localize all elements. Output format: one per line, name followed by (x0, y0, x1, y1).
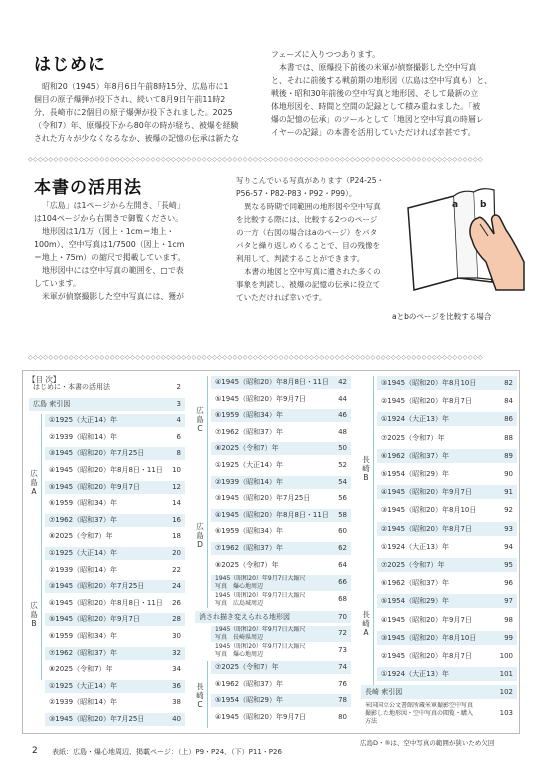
illustration-caption: aとbのページを比較する場合 (392, 312, 492, 321)
usage-line: 「広島」は1ページから左開き、「長崎」 (42, 201, 185, 210)
toc-entry-page: 95 (504, 561, 513, 569)
toc-entry-label: 撮影した地形図・空中写真の閲覧・購入 (365, 710, 474, 718)
toc-entry-page: 90 (504, 470, 513, 478)
toc-entry-page: 58 (338, 510, 347, 519)
toc-entry-label: ⑤1945（昭和20）年9月7日 (49, 482, 140, 491)
toc-column-2 (195, 376, 355, 731)
toc-entry-page: 64 (338, 560, 347, 569)
toc-entry[interactable] (211, 559, 351, 572)
usage-line: しています。 (34, 279, 81, 288)
toc-entry[interactable] (211, 542, 351, 555)
toc-entry-label: ②1939（昭和14）年 (49, 698, 117, 707)
usage-line: P56-57・P82-P83・P92・P99）。 (236, 189, 357, 198)
toc-entry-label: ⑦1962（昭和37）年 (215, 544, 283, 552)
toc-entry[interactable] (45, 547, 185, 560)
toc-group-bracket (207, 376, 208, 459)
toc-entry[interactable] (45, 414, 185, 427)
toc-entry[interactable] (45, 580, 185, 593)
toc-group-bracket (373, 558, 374, 685)
toc-entry-label: ②1945（昭和20）年8月7日 (381, 397, 472, 406)
toc-entry[interactable] (377, 485, 517, 499)
toc-entry-page: 62 (338, 544, 347, 552)
toc-title: 【目 次】 (28, 375, 61, 384)
toc-entry-label: ④1945（昭和20）年8月8日・11日 (49, 466, 163, 474)
toc-entry-label: ⑥1962（昭和37）年 (381, 579, 449, 588)
toc-entry-page: 30 (172, 632, 181, 640)
toc-entry-page: 16 (172, 515, 181, 524)
toc-entry-page: 28 (172, 615, 181, 624)
toc-entry[interactable] (45, 597, 185, 610)
usage-line: ＝地上・75m）の縮尺で掲載しています。 (34, 253, 186, 262)
toc-entry-page: 96 (504, 579, 513, 588)
toc-entry[interactable] (45, 613, 185, 626)
toc-entry-label: ③1945（昭和20）年8月10日 (381, 506, 477, 515)
divider: ◇◇◇◇◇◇◇◇◇◇◇◇◇◇◇◇◇◇◇◇◇◇◇◇◇◇◇◇◇◇◇◇◇◇◇◇◇◇◇◇◇◇◇◇◇◇◇◇◇◇◇◇◇◇◇◇◇◇◇◇◇◇◇◇◇◇◇◇◇◇◇◇◇◇◇◇◇◇◇◇◇◇◇◇◇◇◇◇◇ (28, 157, 484, 163)
toc-entry-label: ⑧2025（令和7）年 (215, 560, 279, 569)
toc-entry-label: 1945（昭和20）年9月7日大縮尺 (215, 643, 306, 651)
book-hand-icon (396, 178, 526, 308)
usage-middle-text (236, 174, 386, 304)
toc-entry[interactable] (377, 522, 517, 536)
toc-entry-page: 78 (338, 696, 347, 705)
toc-entry-page: 60 (338, 527, 347, 536)
toc-entry-page: 12 (172, 482, 181, 491)
toc-entry[interactable] (377, 540, 517, 554)
toc-entry[interactable] (377, 613, 517, 627)
page-label-a: a (452, 200, 459, 210)
intro-line: イヤーの記録」の本書を活用していただければ幸甚です。 (271, 128, 476, 137)
toc-entry-page: 98 (504, 615, 513, 624)
toc-entry[interactable] (377, 503, 517, 517)
toc-entry-label: 写真 爆心地周辺 (215, 583, 264, 591)
toc-entry-label: ⑧2025（令和7）年 (49, 665, 113, 674)
toc-entry-label: ⑧2025（令和7）年 (49, 532, 113, 541)
intro-left-text (34, 80, 270, 145)
toc-entry[interactable] (211, 678, 351, 691)
toc-entry-page: 91 (504, 488, 513, 497)
toc-entry-label: 方法 (365, 718, 378, 726)
toc-entry[interactable] (377, 394, 517, 408)
toc-entry-label: ⑤1945（昭和20）年9月7日 (49, 615, 140, 624)
toc-entry-label: ⑦1962（昭和37）年 (215, 427, 283, 436)
toc-group-label: 広島B (30, 601, 38, 629)
toc-entry-page: 42 (338, 378, 347, 386)
toc-group-bracket (41, 547, 42, 680)
toc-entry-page: 92 (504, 506, 513, 515)
toc-entry-label: ⑥1962（昭和37）年 (381, 451, 449, 460)
intro-line: 体地形図を、時間と空間の記録として積み重ねました。「被 (271, 102, 481, 111)
table-of-contents (22, 370, 520, 734)
toc-entry-label: ②1939（昭和14）年 (49, 565, 117, 574)
toc-entry-label: 消され描き変えられる地形図 (199, 613, 290, 622)
toc-entry[interactable] (45, 464, 185, 477)
toc-group-bracket (373, 376, 374, 558)
toc-entry-page: 97 (504, 597, 513, 606)
toc-entry[interactable] (45, 630, 185, 643)
toc-entry-label: ⑦2025（令和7）年 (215, 663, 279, 672)
toc-entry-page: 22 (172, 565, 181, 574)
toc-entry[interactable] (45, 497, 185, 510)
page-label-b: b (480, 200, 487, 210)
toc-entry-label: ⑦2025（令和7）年 (381, 561, 445, 569)
toc-entry-label: ②1945（昭和20）年8月7日 (381, 652, 472, 660)
toc-entry[interactable] (377, 631, 517, 645)
toc-entry-page: 10 (172, 466, 181, 474)
toc-entry[interactable] (211, 376, 351, 389)
toc-note: 広島D・⑤は、空中写真の範囲が狭いため欠回 (360, 739, 495, 747)
toc-entry-label: 1945（昭和20）年9月7日大縮尺 (215, 575, 306, 583)
toc-entry-page: 100 (499, 652, 513, 660)
toc-entry[interactable] (211, 711, 351, 724)
toc-entry-label: ②1939（昭和14）年 (215, 477, 283, 486)
usage-line: 地形図中には空中写真の範囲を、□で表 (42, 266, 184, 275)
toc-group-label: 広島D (196, 521, 204, 549)
toc-entry-label: ⑤1945（昭和20）年9月7日 (215, 394, 306, 403)
toc-entry[interactable] (45, 564, 185, 577)
usage-line: 100m）、空中写真は1/7500（図上・1cm (34, 240, 185, 249)
toc-entry-label: ④1945（昭和20）年9月7日 (381, 488, 472, 497)
intro-line: （令和7）年、原爆投下から80年の時が経ち、被爆を経験 (34, 121, 239, 130)
toc-entry-page: 50 (338, 444, 347, 453)
intro-heading: はじめに (34, 55, 106, 75)
toc-entry[interactable] (29, 398, 185, 411)
intro-line: 戦後・昭和30年前後の空中写真と地形図、そして最新の立 (271, 89, 479, 98)
toc-entry-page: 34 (172, 665, 181, 674)
toc-entry[interactable] (45, 431, 185, 444)
toc-entry-page: 14 (172, 499, 181, 508)
toc-entry[interactable] (377, 667, 517, 681)
toc-entry-label: ①1925（大正14）年 (49, 681, 117, 690)
toc-entry-page: 32 (172, 648, 181, 657)
toc-entry-label: ③1945（昭和20）年8月10日 (381, 379, 477, 387)
toc-entry[interactable] (45, 680, 185, 693)
usage-line: の一方（右図の場合はaのページ）をパタ (236, 228, 378, 237)
toc-entry[interactable] (377, 449, 517, 463)
toc-entry-page: 88 (504, 433, 513, 442)
toc-entry-label: ①1924（大正13）年 (381, 670, 449, 679)
intro-line: と、それに前後する戦前期の地形図（広島は空中写真も）と、 (271, 76, 492, 85)
toc-column-3 (361, 376, 517, 732)
toc-entry-page: 76 (338, 679, 347, 688)
toc-entry[interactable] (377, 431, 517, 445)
toc-entry-page: 2 (176, 383, 181, 391)
toc-entry-page: 80 (338, 713, 347, 721)
toc-entry-page: 82 (504, 379, 513, 387)
toc-entry-page: 3 (176, 399, 181, 408)
toc-entry-page: 70 (338, 613, 347, 622)
toc-entry-page: 86 (504, 415, 513, 424)
toc-entry[interactable] (377, 576, 517, 590)
usage-line: パタと繰り返しめくることで、目の残像を (236, 241, 381, 250)
toc-entry-label: ⑤1954（昭和29）年 (381, 470, 449, 478)
toc-entry-label: はじめに・本書の活用法 (33, 383, 110, 391)
toc-entry[interactable] (45, 647, 185, 660)
toc-entry-label: ①1924（大正13）年 (381, 415, 449, 424)
toc-entry-photo[interactable] (211, 592, 351, 608)
usage-line: ていただければ幸いです。 (236, 293, 327, 302)
toc-entry-label: ⑤1954（昭和29）年 (215, 696, 283, 705)
toc-entry[interactable] (211, 476, 351, 489)
toc-group-bracket (207, 661, 208, 727)
toc-entry-label: 1945（昭和20）年9月7日大縮尺 (215, 626, 306, 634)
toc-entry-page: 24 (172, 582, 181, 591)
usage-line: 地形図は1/1万（図上・1cm＝地上・ (42, 227, 175, 236)
toc-entry[interactable] (45, 696, 185, 709)
usage-line: 写りこんでいる写真があります（P24-25・ (236, 176, 385, 185)
usage-line: 利用して、判読することができます。 (236, 254, 365, 263)
toc-entry[interactable] (377, 649, 517, 663)
toc-entry-page: 26 (172, 598, 181, 607)
toc-entry-page: 68 (338, 595, 347, 604)
toc-entry[interactable] (211, 426, 351, 439)
toc-entry-page: 52 (338, 461, 347, 469)
toc-entry[interactable] (45, 663, 185, 676)
toc-entry-label: 写真 爆心地周辺 (215, 651, 264, 659)
toc-group-bracket (207, 459, 208, 608)
toc-entry-page: 44 (338, 394, 347, 403)
toc-entry-page: 54 (338, 477, 347, 486)
intro-line: 爆の記憶の伝承」のツールとして「地図と空中写真の時層レ (271, 115, 484, 124)
toc-entry[interactable] (377, 467, 517, 481)
toc-entry[interactable] (377, 594, 517, 608)
toc-entry-label: ⑧2025（令和7）年 (215, 444, 279, 453)
toc-entry-label: ②1945（昭和20）年8月7日 (381, 524, 472, 533)
toc-entry-label: ④1945（昭和20）年9月7日 (215, 713, 306, 721)
toc-entry-page: 56 (338, 494, 347, 503)
toc-entry-label: 長崎 索引図 (365, 688, 403, 697)
usage-line: を比較する際には、比較する2つのページ (236, 215, 378, 224)
toc-entry-page: 46 (338, 411, 347, 420)
toc-column-1 (29, 381, 189, 731)
toc-entry-page: 102 (499, 688, 513, 697)
toc-entry-page: 40 (172, 715, 181, 723)
toc-group-label: 長崎A (362, 609, 370, 637)
toc-entry-label: ⑦2025（令和7）年 (381, 433, 445, 442)
toc-entry-label: ③1945（昭和20）年7月25日 (49, 449, 145, 458)
intro-line: 本書では、原爆投下前後の米軍が偵察撮影した空中写真 (279, 63, 477, 72)
toc-entry-label: ④1945（昭和20）年8月8日・11日 (215, 378, 329, 386)
toc-entry-label: ①1925（大正14）年 (215, 461, 283, 469)
toc-entry[interactable] (377, 412, 517, 426)
toc-entry-page: 72 (338, 629, 347, 638)
toc-entry-label: ③1945（昭和20）年7月25日 (49, 715, 145, 723)
toc-entry[interactable] (211, 409, 351, 422)
toc-entry-label: ⑥1959（昭和34）年 (215, 527, 283, 536)
toc-group-label: 長崎B (362, 455, 370, 482)
toc-entry-page: 18 (172, 532, 181, 541)
toc-entry-photo[interactable] (211, 575, 351, 591)
toc-entry-page: 48 (338, 427, 347, 436)
intro-line: フェーズに入りつつあります。 (271, 50, 381, 59)
toc-entry-label: 米国国立公文書館所蔵米軍撮影空中写真 (365, 702, 474, 710)
toc-entry-label: 写真 長崎県周辺 (215, 634, 264, 642)
toc-entry-page: 84 (504, 397, 513, 406)
toc-entry-label: 写真 広島城周辺 (215, 600, 264, 608)
toc-entry[interactable] (211, 492, 351, 505)
toc-entry-label: ⑥1959（昭和34）年 (49, 632, 117, 640)
toc-entry[interactable] (377, 376, 517, 390)
toc-entry-label: ④1945（昭和20）年8月8日・11日 (215, 510, 329, 519)
cover-caption: 表紙：広島・爆心地周辺、掲載ページ：（上）P9・P24、（下）P11・P26 (52, 748, 282, 756)
intro-right-text (271, 48, 515, 139)
toc-entry-label: ①1925（大正14）年 (49, 549, 117, 557)
usage-left-text (34, 199, 234, 303)
toc-entry[interactable] (45, 713, 185, 726)
toc-entry[interactable] (211, 661, 351, 674)
toc-group-label: 広島C (196, 405, 204, 433)
toc-entry-page: 94 (504, 542, 513, 551)
toc-entry-label: ③1945（昭和20）年7月25日 (215, 494, 311, 503)
toc-entry[interactable] (195, 611, 351, 623)
toc-entry-label: ④1945（昭和20）年9月7日 (381, 615, 472, 624)
toc-entry-page: 99 (504, 633, 513, 642)
toc-entry[interactable] (377, 558, 517, 572)
toc-entry-page: 103 (499, 709, 513, 718)
usage-line: 事象を判読し、被爆の記憶の伝承に役立て (236, 280, 381, 289)
toc-entry[interactable] (211, 459, 351, 472)
toc-entry-label: ①1924（大正13）年 (381, 542, 449, 551)
intro-line: された方々が少なくなるなか、被爆の記憶の伝承は新たな (34, 134, 240, 143)
intro-line: 分、長崎市に2個目の原子爆弾が投下されました。2025 (34, 108, 233, 117)
usage-heading: 本書の活用法 (34, 178, 142, 198)
usage-line: 異なる時期で同範囲の地形図や空中写真 (244, 202, 381, 211)
toc-entry-photo[interactable] (211, 626, 351, 642)
toc-group-label: 広島A (30, 468, 38, 496)
toc-entry[interactable] (29, 381, 185, 394)
toc-entry-archive[interactable] (361, 702, 517, 728)
toc-entry-photo[interactable] (211, 643, 351, 659)
toc-entry-label: 広島 索引図 (33, 399, 71, 408)
toc-entry-page: 93 (504, 524, 513, 533)
toc-entry-label: ⑤1954（昭和29）年 (381, 597, 449, 606)
toc-entry-label: ②1939（昭和14）年 (49, 432, 117, 441)
page-number: 2 (32, 746, 38, 756)
intro-line: 昭和20（1945）年8月6日午前8時15分、広島市に1 (42, 82, 229, 91)
toc-entry-page: 74 (338, 663, 347, 672)
toc-group-bracket (41, 414, 42, 547)
toc-entry-label: ⑥1959（昭和34）年 (215, 411, 283, 420)
toc-entry[interactable] (45, 447, 185, 460)
toc-entry[interactable] (45, 481, 185, 494)
toc-entry-label: ③1945（昭和20）年8月10日 (381, 633, 477, 642)
toc-entry[interactable] (211, 525, 351, 538)
toc-entry-page: 20 (172, 549, 181, 557)
toc-entry[interactable] (211, 694, 351, 707)
toc-entry[interactable] (211, 509, 351, 522)
toc-entry[interactable] (211, 393, 351, 406)
usage-line: 米軍が偵察撮影した空中写真には、獲が (42, 292, 185, 301)
usage-line: 本書の地図と空中写真に遺された多くの (244, 267, 381, 276)
toc-entry-page: 66 (338, 578, 347, 587)
toc-entry-page: 8 (176, 449, 181, 458)
toc-entry-label: ⑦1962（昭和37）年 (49, 648, 117, 657)
toc-entry-label: ③1945（昭和20）年7月25日 (49, 582, 145, 591)
toc-entry[interactable] (361, 685, 517, 699)
toc-entry-page: 36 (172, 681, 181, 690)
toc-group-label: 長崎C (196, 682, 204, 710)
toc-entry-page: 89 (504, 451, 513, 460)
toc-entry[interactable] (211, 442, 351, 455)
page-flip-illustration (396, 178, 526, 308)
toc-entry-label: ④1945（昭和20）年8月8日・11日 (49, 598, 163, 607)
toc-entry[interactable] (45, 530, 185, 543)
intro-line: 個目の原子爆弾が投下され、続いて8月9日午前11時2 (34, 95, 226, 104)
toc-entry-page: 6 (176, 432, 181, 441)
toc-entry-page: 4 (176, 416, 181, 425)
toc-entry-label: ⑦1962（昭和37）年 (49, 515, 117, 524)
toc-entry-page: 101 (499, 670, 513, 679)
toc-entry-label: ⑥1959（昭和34）年 (49, 499, 117, 508)
usage-line: は104ページから右開きで御覧ください。 (34, 214, 184, 223)
toc-entry-label: ①1925（大正14）年 (49, 416, 117, 425)
divider: ◇◇◇◇◇◇◇◇◇◇◇◇◇◇◇◇◇◇◇◇◇◇◇◇◇◇◇◇◇◇◇◇◇◇◇◇◇◇◇◇◇◇◇◇◇◇◇◇◇◇◇◇◇◇◇◇◇◇◇◇◇◇◇◇◇◇◇◇◇◇◇◇◇◇◇◇◇◇◇◇◇◇◇◇◇◇◇◇◇ (28, 355, 484, 361)
toc-entry-page: 73 (338, 646, 347, 655)
toc-entry-page: 38 (172, 698, 181, 707)
toc-entry-label: ⑥1962（昭和37）年 (215, 679, 283, 688)
toc-entry-label: 1945（昭和20）年9月7日大縮尺 (215, 592, 306, 600)
toc-entry[interactable] (45, 514, 185, 527)
